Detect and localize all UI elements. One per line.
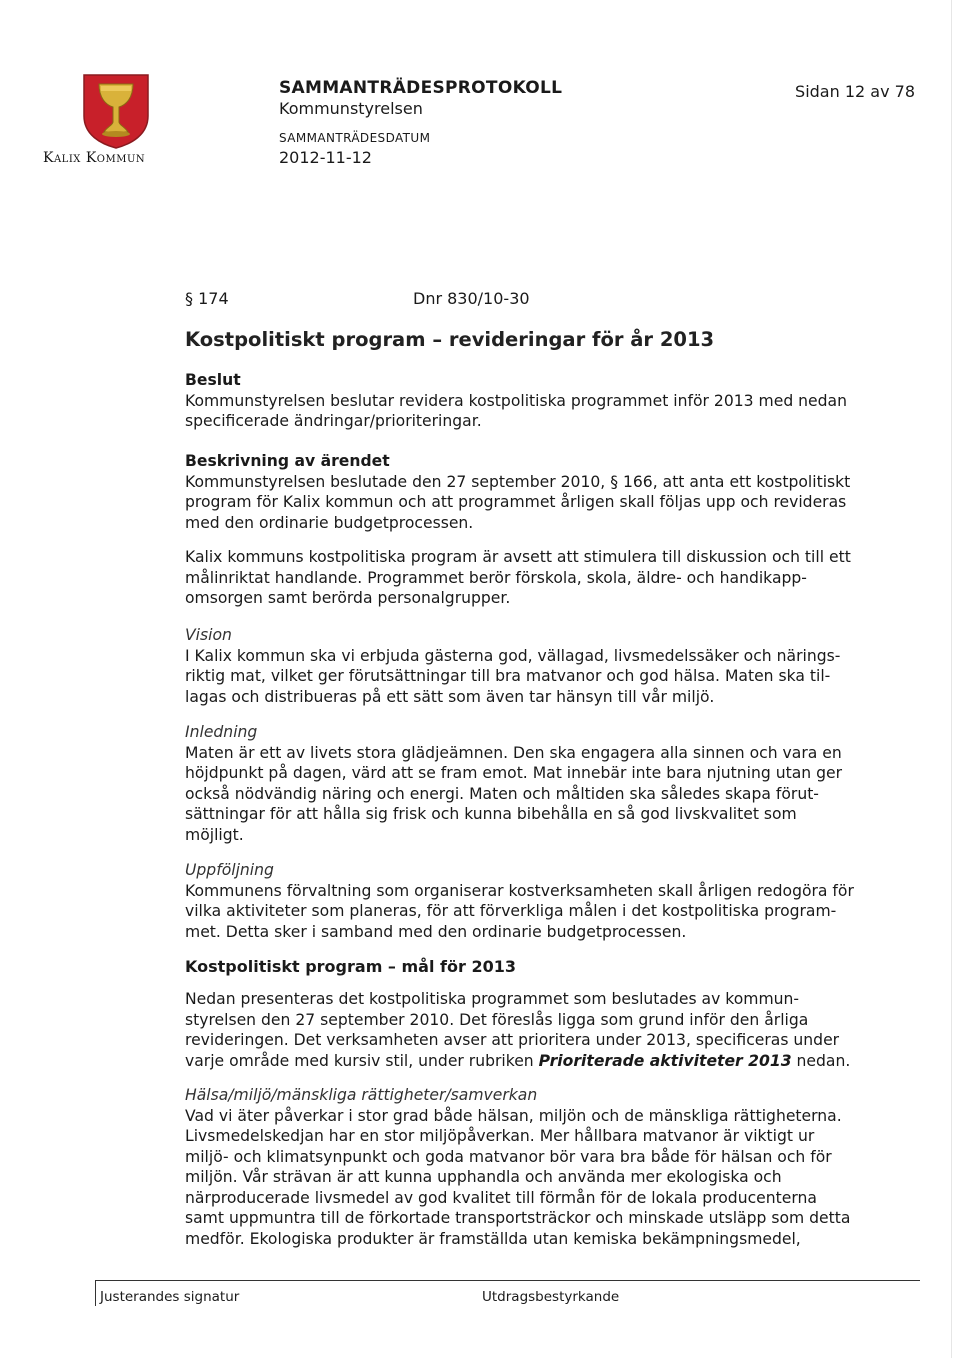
text-line: riktig mat, vilket ger förutsättningar till bra matvanor och god hälsa. Maten ska til- <box>185 667 831 685</box>
text-line: program för Kalix kommun och att programmet årligen skall följas upp och revideras <box>185 493 847 511</box>
text-line: met. Detta sker i samband med den ordinarie budgetprocessen. <box>185 922 687 941</box>
organization-name: Kommunstyrelsen <box>279 99 423 118</box>
beskrivning-paragraph-2 <box>185 547 885 609</box>
meeting-date-label: SAMMANTRÄDESDATUM <box>279 131 431 145</box>
mal-heading: Kostpolitiskt program – mål för 2013 <box>185 957 516 976</box>
text-line: Maten är ett av livets stora glädjeämnen. Den ska engagera alla sinnen och vara en <box>185 743 842 762</box>
text-line: höjdpunkt på dagen, värd att se fram emot. Mat innebär inte bara njutning utan ger <box>185 764 843 782</box>
text-line: styrelsen den 27 september 2010. Det föreslås ligga som grund inför den årliga <box>185 1010 809 1029</box>
chalice-shield-icon <box>81 72 151 150</box>
vision-section <box>185 625 885 707</box>
beskrivning-section <box>185 451 885 533</box>
halsa-heading: Hälsa/miljö/mänskliga rättigheter/samverkan <box>185 1086 538 1104</box>
vision-heading: Vision <box>185 626 232 644</box>
beslut-section <box>185 370 885 432</box>
text-line: revideringen. Det verksamheten avser att prioritera under 2013, specificeras under <box>185 1031 840 1049</box>
beslut-heading: Beslut <box>185 371 241 389</box>
text-line: möjligt. <box>185 825 244 844</box>
text-line: miljön. Vår strävan är att kunna upphandla och använda mer ekologiska och <box>185 1168 782 1186</box>
paragraph-number: § 174 <box>185 289 229 308</box>
text-line: Kommunens förvaltning som organiserar kostverksamheten skall årligen redogöra för <box>185 881 854 900</box>
text-line <box>185 1051 885 1072</box>
inledning-heading: Inledning <box>185 723 258 741</box>
text-line: sättningar för att hålla sig frisk och kunna bibehålla en så god livskvalitet som <box>185 805 797 823</box>
text-line: med den ordinarie budgetprocessen. <box>185 513 474 532</box>
mal-paragraph <box>185 989 885 1071</box>
text-line: miljö- och klimatsynpunkt och goda matvanor bör vara bra både för hälsan och för <box>185 1147 832 1166</box>
diary-number: Dnr 830/10-30 <box>413 289 530 308</box>
text-line: lagas och distribueras på ett sätt som även tar hänsyn till vår miljö. <box>185 687 715 706</box>
text-line: också nödvändig näring och energi. Maten och måltiden ska således skapa förut- <box>185 784 819 803</box>
uppfoljning-heading: Uppföljning <box>185 861 274 879</box>
extract-certification-label: Utdragsbestyrkande <box>482 1289 620 1305</box>
text-span: nedan. <box>791 1051 851 1070</box>
document-type: SAMMANTRÄDESPROTOKOLL <box>279 78 563 98</box>
text-span: varje område med kursiv stil, under rubriken <box>185 1051 539 1070</box>
footer-divider <box>95 1280 920 1281</box>
text-line: närproducerade livsmedel av god kvalitet till förmån för de lokala producenterna <box>185 1188 817 1207</box>
text-line: I Kalix kommun ska vi erbjuda gästerna god, vällagad, livsmedelssäker och närings- <box>185 646 841 665</box>
emphasized-rubric: Prioriterade aktiviteter 2013 <box>538 1051 792 1070</box>
text-line: Kalix kommuns kostpolitiska program är avsett att stimulera till diskussion och till ett <box>185 548 851 566</box>
text-line: målinriktat handlande. Programmet berör förskola, skola, äldre- och handikapp- <box>185 568 807 587</box>
mal-section <box>185 957 885 978</box>
inledning-section <box>185 722 885 845</box>
signature-field-label: Justerandes signatur <box>100 1289 240 1305</box>
text-line: specificerade ändringar/prioriteringar. <box>185 412 482 430</box>
coat-of-arms-logo <box>81 72 151 150</box>
text-line: samt uppmuntra till de förkortade transportsträckor och minskade utsläpp som detta <box>185 1209 851 1227</box>
text-line: Kommunstyrelsen beslutade den 27 september 2010, § 166, att anta ett kostpolitiskt <box>185 472 851 491</box>
meeting-date: 2012-11-12 <box>279 148 372 167</box>
page-number: Sidan 12 av 78 <box>795 82 915 101</box>
text-line: Nedan presenteras det kostpolitiska programmet som beslutades av kommun- <box>185 990 800 1008</box>
text-line: medför. Ekologiska produkter är framställda utan kemiska bekämpningsmedel, <box>185 1229 801 1248</box>
text-line: Kommunstyrelsen beslutar revidera kostpolitiska programmet inför 2013 med nedan <box>185 391 847 410</box>
agenda-item-title: Kostpolitiskt program – revideringar för år 2013 <box>185 328 715 351</box>
text-line: omsorgen samt berörda personalgrupper. <box>185 589 511 607</box>
municipality-name: Kalix Kommun <box>43 150 146 166</box>
halsa-section <box>185 1085 885 1249</box>
footer-divider-tick <box>95 1280 96 1306</box>
beskrivning-heading: Beskrivning av ärendet <box>185 452 390 470</box>
page-edge <box>951 0 952 1358</box>
text-line: Livsmedelskedjan har en stor miljöpåverkan. Mer hållbara matvanor är viktigt ur <box>185 1127 815 1145</box>
text-line: Vad vi äter påverkar i stor grad både hälsan, miljön och de mänskliga rättigheterna. <box>185 1106 842 1125</box>
uppfoljning-section <box>185 860 885 942</box>
text-line: vilka aktiviteter som planeras, för att förverkliga målen i det kostpolitiska program- <box>185 902 837 920</box>
